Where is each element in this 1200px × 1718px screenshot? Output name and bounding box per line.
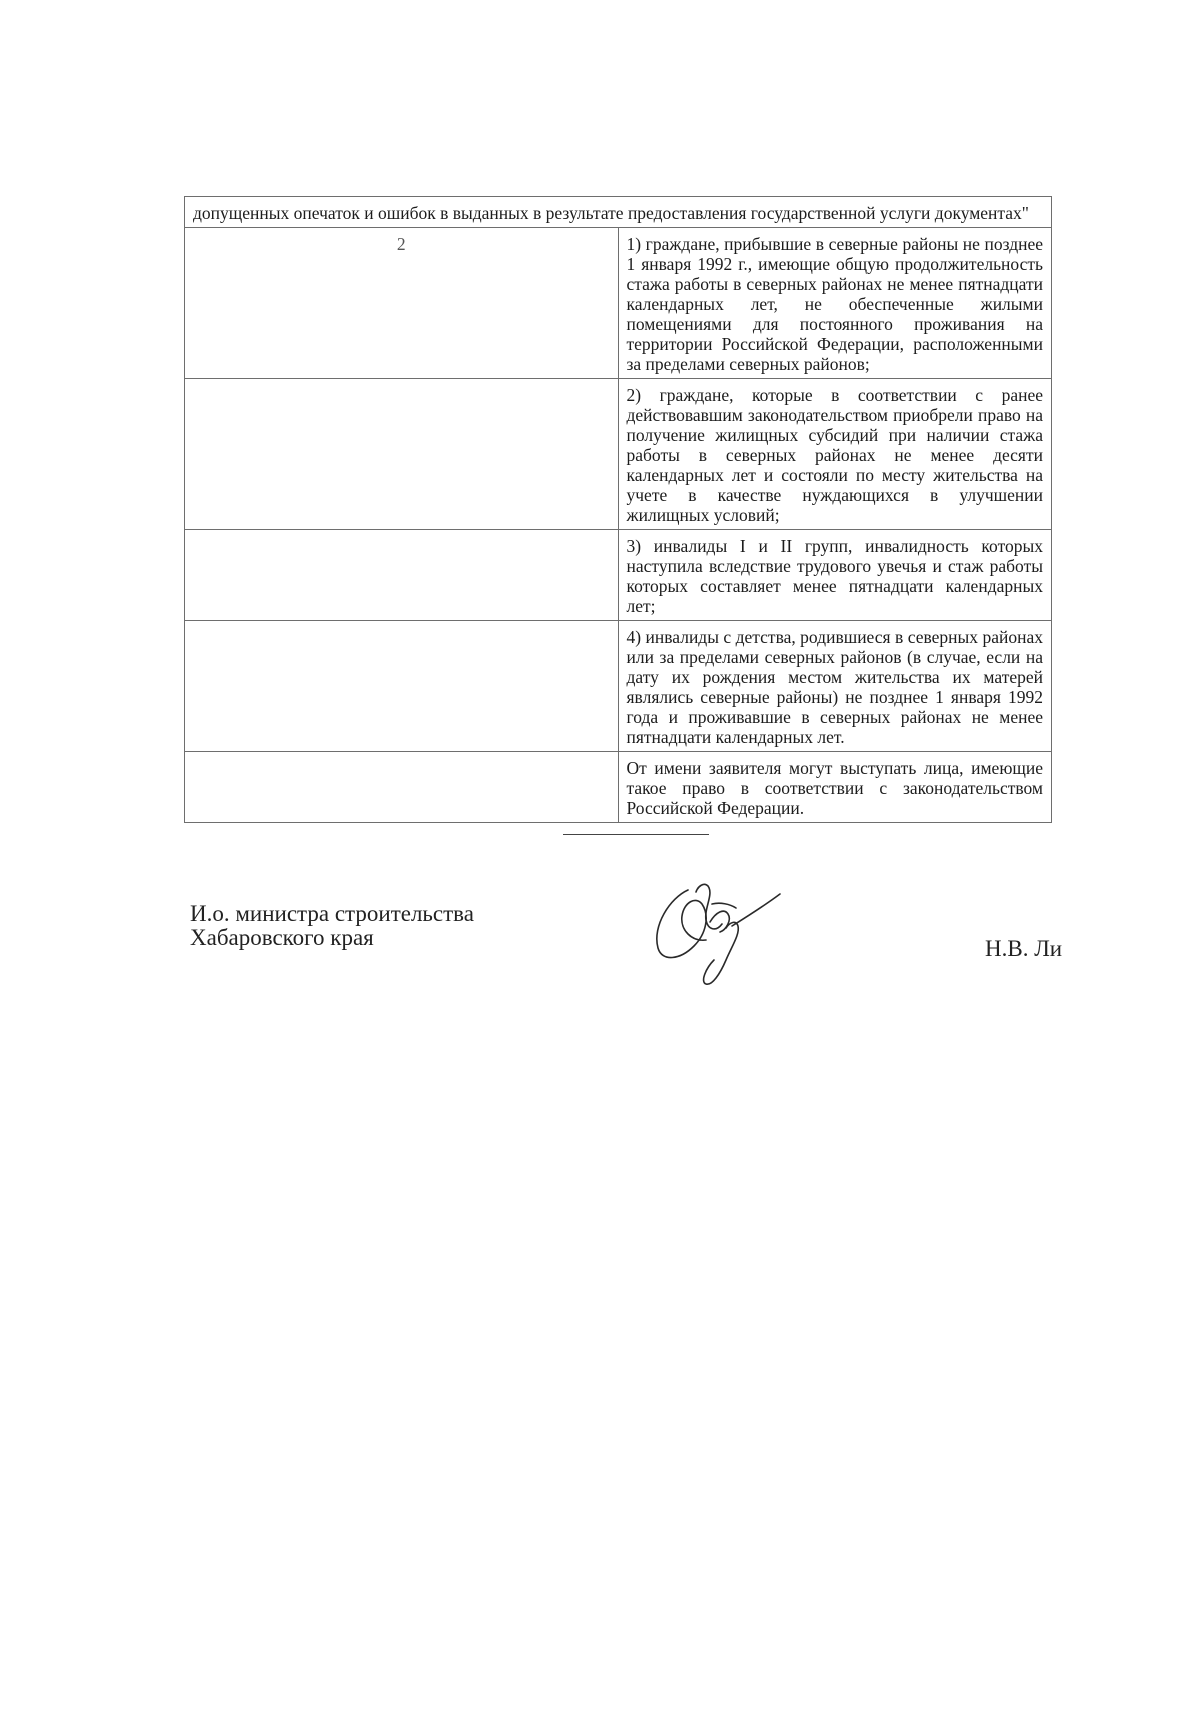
signer-title-line: Хабаровского края: [190, 925, 374, 950]
list-item: 2) граждане, которые в соответствии с ранее действовавшим законодательством приобрели право на получение жилищных субсидий при наличии стажа работы в северных районах не менее десяти календарных лет и состояли по месту жительства на учете в качестве нуждающихся в улучшении жилищных условий;: [618, 379, 1052, 530]
list-item: 3) инвалиды I и II групп, инвалидность которых наступила вследствие трудового увечья и стаж работы которых составляет менее пятнадцати календарных лет;: [618, 530, 1052, 621]
signer-title: [190, 902, 590, 950]
handwritten-signature: [640, 868, 790, 994]
list-item: 4) инвалиды с детства, родившиеся в северных районах или за пределами северных районов (в случае, если на дату их рождения местом жительства их матерей являлись северные районы) не позднее 1 января 1992 года и проживавшие в северных районах не менее пятнадцати календарных лет.: [618, 621, 1052, 752]
empty-number-cell: [185, 752, 619, 823]
requirements-table: [184, 196, 1052, 823]
separator-line: [563, 834, 709, 835]
table-row: [185, 530, 1052, 621]
table-row: [185, 197, 1052, 228]
list-item: 1) граждане, прибывшие в северные районы не позднее 1 января 1992 г., имеющие общую продолжительность стажа работы в северных районах не менее пятнадцати календарных лет, не обеспеченные жилыми помещениями для постоянного проживания на территории Российской Федерации, расположенными за пределами северных районов;: [618, 228, 1052, 379]
row-number-cell: 2: [185, 228, 619, 379]
table-row: [185, 621, 1052, 752]
continued-text-cell: допущенных опечаток и ошибок в выданных в результате предоставления государственной услуги документах": [185, 197, 1052, 228]
table-row: [185, 752, 1052, 823]
empty-number-cell: [185, 621, 619, 752]
signer-title-line: И.о. министра строительства: [190, 901, 474, 926]
list-item: От имени заявителя могут выступать лица, имеющие такое право в соответствии с законодательством Российской Федерации.: [618, 752, 1052, 823]
empty-number-cell: [185, 379, 619, 530]
table-row: [185, 379, 1052, 530]
empty-number-cell: [185, 530, 619, 621]
table-row: [185, 228, 1052, 379]
signer-name: Н.В. Ли: [985, 936, 1063, 961]
